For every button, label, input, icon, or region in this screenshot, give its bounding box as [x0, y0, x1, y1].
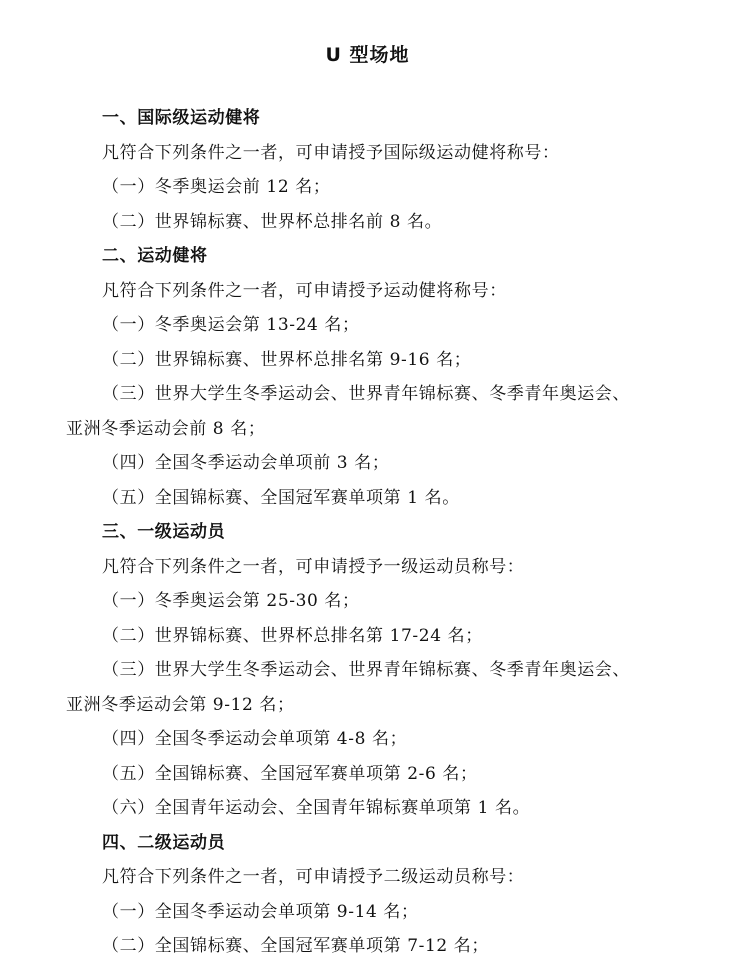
- section-intro: 凡符合下列条件之一者，可申请授予一级运动员称号：: [102, 557, 525, 577]
- list-item-continuation: 亚洲冬季运动会第 9-12 名；: [66, 695, 295, 715]
- list-item: （一）冬季奥运会第 13-24 名；: [102, 315, 360, 335]
- section-heading: 四、二级运动员: [102, 833, 226, 853]
- list-item: （一）冬季奥运会前 12 名；: [102, 177, 331, 197]
- list-item: （二）全国锦标赛、全国冠军赛单项第 7-12 名；: [102, 936, 489, 956]
- list-item: （三）世界大学生冬季运动会、世界青年锦标赛、冬季青年奥运会、: [102, 660, 630, 680]
- list-item: （二）世界锦标赛、世界杯总排名前 8 名。: [102, 212, 443, 232]
- list-item: （二）世界锦标赛、世界杯总排名第 17-24 名；: [102, 626, 483, 646]
- list-item: （三）世界大学生冬季运动会、世界青年锦标赛、冬季青年奥运会、: [102, 384, 630, 404]
- list-item: （四）全国冬季运动会单项前 3 名；: [102, 453, 390, 473]
- list-item-continuation: 亚洲冬季运动会前 8 名；: [66, 419, 266, 439]
- list-item: （六）全国青年运动会、全国青年锦标赛单项第 1 名。: [102, 798, 531, 818]
- section-heading: 二、运动健将: [102, 246, 208, 266]
- section-intro: 凡符合下列条件之一者，可申请授予国际级运动健将称号：: [102, 143, 560, 163]
- section-heading: 三、一级运动员: [102, 522, 226, 542]
- list-item: （四）全国冬季运动会单项第 4-8 名；: [102, 729, 408, 749]
- section-intro: 凡符合下列条件之一者，可申请授予运动健将称号：: [102, 281, 507, 301]
- list-item: （一）全国冬季运动会单项第 9-14 名；: [102, 902, 419, 922]
- list-item: （五）全国锦标赛、全国冠军赛单项第 2-6 名；: [102, 764, 478, 784]
- page-title: U 型场地: [325, 44, 410, 66]
- list-item: （二）世界锦标赛、世界杯总排名第 9-16 名；: [102, 350, 472, 370]
- list-item: （五）全国锦标赛、全国冠军赛单项第 1 名。: [102, 488, 460, 508]
- section-heading: 一、国际级运动健将: [102, 108, 261, 128]
- section-intro: 凡符合下列条件之一者，可申请授予二级运动员称号：: [102, 867, 525, 887]
- list-item: （一）冬季奥运会第 25-30 名；: [102, 591, 360, 611]
